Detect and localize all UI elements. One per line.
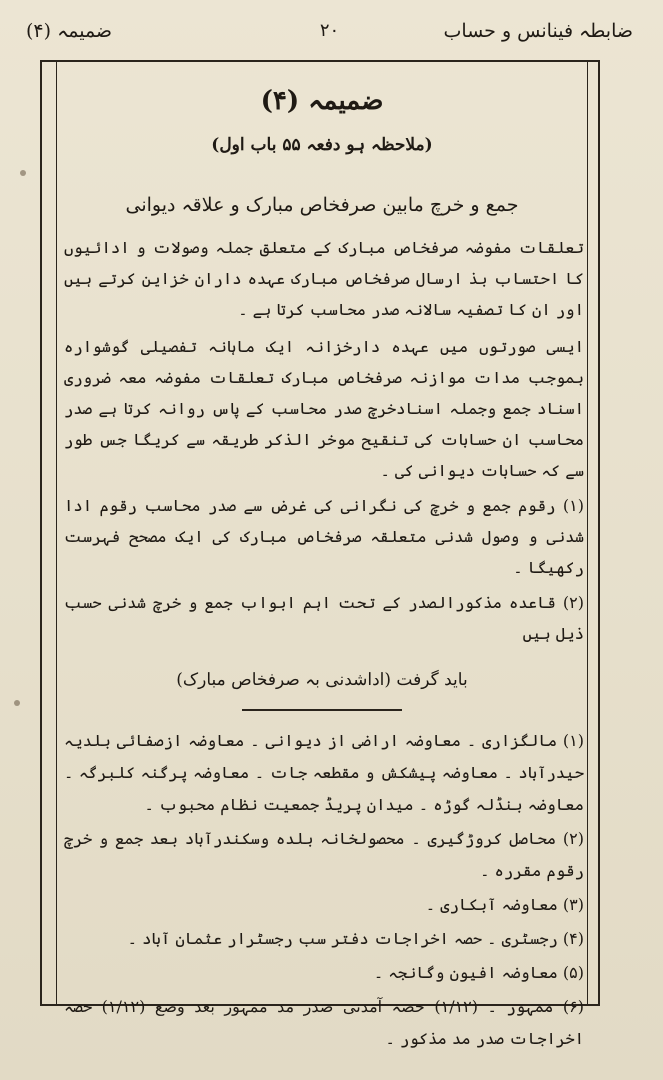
receivable-list bbox=[54, 725, 590, 1055]
divider-line bbox=[242, 709, 402, 711]
page-number: ۲۰ bbox=[319, 20, 340, 41]
book-title: ضابطہ فینانس و حساب bbox=[443, 20, 633, 42]
paragraph-treasury: ایسی صورتوں میں عہدہ دارخزانہ ایک ماہانہ تفصیلی گوشوارہ بموجب مدات موازنہ صرفخاص مبارک تعلقات مفوضہ معہ ضروری اسناد جمع وجملہ اسنادخرچ صدر محاسب کے پاس روانہ کرتا ہے صدر محاسب ان حسابات کی تنقیح موخر الذکر طریقہ سے کریگا جس طور سے کہ حسابات دیوانی کی ۔ bbox=[64, 337, 584, 480]
annex-label: ضمیمہ (۴) bbox=[26, 20, 113, 42]
list-item: (۵) معاوضہ افیون وگانجہ ۔ bbox=[373, 963, 584, 982]
list-item: (۶) ممہور ۔ (۱/۱۲) حصہ آمدنی صدر مد ممہور بعد وضع (۱/۱۲) حصہ اخراجات صدر مد مذکور ۔ bbox=[64, 997, 584, 1048]
list-item: (۲) محاصل کروڑگیری ۔ محصولخانہ بلدہ وسکندرآباد بعد جمع و خرچ رقوم مقررہ ۔ bbox=[64, 829, 584, 880]
rule-1: (۱) رقوم جمع و خرچ کی نگرانی کی غرض سے صدر محاسب رقوم ادا شدنی و وصول شدنی متعلقہ صرفخاص مبارک کی ایک مصحح فہرست رکھیگا ۔ bbox=[64, 496, 584, 577]
section-title: جمع و خرچ مابین صرفخاص مبارک و علاقہ دیوانی bbox=[125, 194, 519, 216]
rule-2: (۲) قاعدہ مذکورالصدر کے تحت اہم ابواب جمع و خرچ شدنی حسب ذیل ہیں bbox=[64, 593, 584, 643]
receivable-subheading: باید گرفت (اداشدنی بہ صرفخاص مبارک) bbox=[176, 670, 468, 690]
reference-note: (ملاحظہ ہو دفعہ ۵۵ باب اول) bbox=[211, 135, 433, 155]
page-content bbox=[54, 74, 590, 1055]
annex-title: ضمیمہ (۴) bbox=[260, 86, 384, 116]
ink-speck bbox=[14, 700, 20, 706]
running-header bbox=[26, 18, 633, 54]
list-item: (۱) مالگزاری ۔ معاوضہ اراضی از دیوانی ۔ معاوضہ ازصفائی بلدیہ حیدرآباد ۔ معاوضہ پیشکش و مقطعہ جات ۔ معاوضہ پرگنہ کلبرگہ ۔ معاوضہ بنڈلہ گوڑہ ۔ میدان پریڈ جمعیت نظام محبوب ۔ bbox=[64, 731, 584, 814]
list-item: (۳) معاوضہ آبکاری ۔ bbox=[425, 895, 584, 914]
list-item: (۴) رجسٹری ۔ حصہ اخراجات دفتر سب رجسٹرار عثمان آباد ۔ bbox=[127, 929, 584, 948]
ink-speck bbox=[20, 170, 26, 176]
paragraph-accounting: تعلقات مفوضہ صرفخاص مبارک کے متعلق جملہ وصولات و ادائیوں کا احتساب بذ ارسال صرفخاص مبارک عہدہ داران خزاین کرتے ہیں اور ان کا تصفیہ سالانہ صدر محاسب کرتا ہے ۔ bbox=[64, 238, 584, 319]
